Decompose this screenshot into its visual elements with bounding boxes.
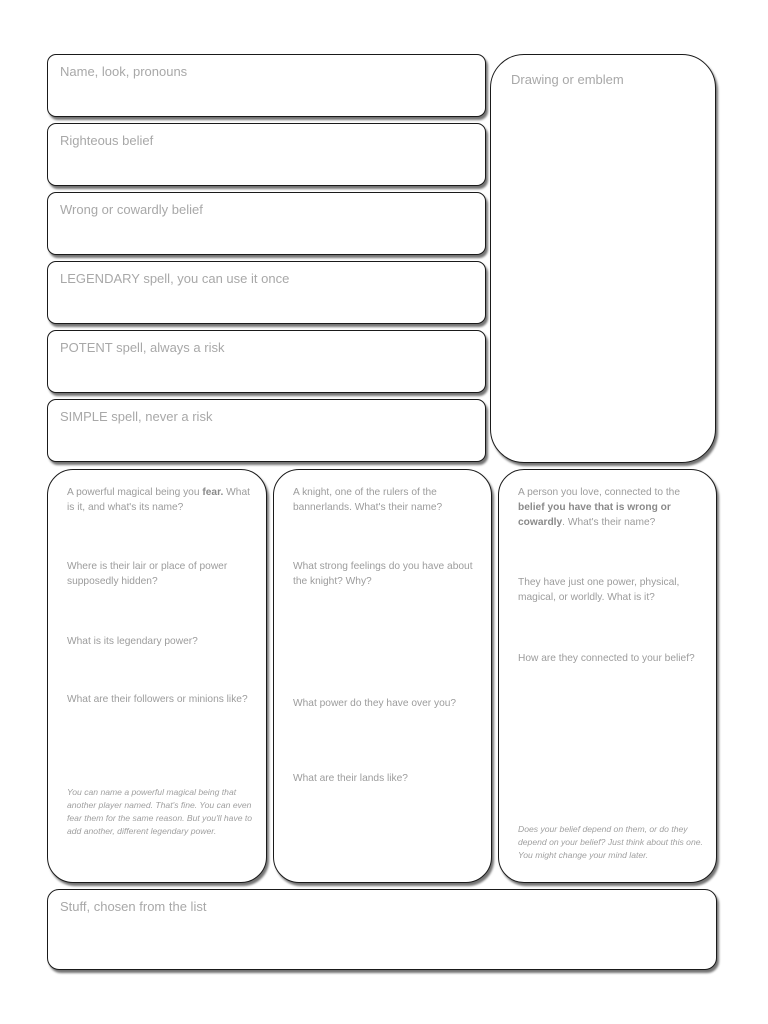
knight-question-2: What strong feelings do you have about the knight? Why?: [293, 561, 473, 587]
name-look-pronouns-field[interactable]: [47, 54, 486, 117]
fear-q1-pre: A powerful magical being you: [67, 487, 203, 498]
righteous-belief-field[interactable]: [47, 123, 486, 186]
knight-question-3: What power do they have over you?: [293, 698, 457, 709]
stuff-label: Stuff, chosen from the list: [60, 899, 207, 914]
legendary-spell-label: LEGENDARY spell, you can use it once: [60, 271, 290, 286]
simple-spell-label: SIMPLE spell, never a risk: [60, 409, 213, 424]
legendary-spell-field[interactable]: [47, 261, 486, 324]
loved-question-2: They have just one power, physical, magical, or worldly. What is it?: [518, 577, 680, 603]
loved-person-panel[interactable]: [498, 469, 717, 883]
wrong-belief-label: Wrong or cowardly belief: [60, 202, 203, 217]
knight-question-1: A knight, one of the rulers of the bannerlands. What's their name?: [293, 487, 443, 513]
name-look-pronouns-label: Name, look, pronouns: [60, 64, 188, 79]
stuff-field[interactable]: [47, 889, 717, 970]
drawing-emblem-label: Drawing or emblem: [511, 72, 624, 87]
loved-q1-post: . What's their name?: [562, 517, 656, 528]
knight-question-4: What are their lands like?: [293, 773, 408, 784]
knight-panel[interactable]: [273, 469, 492, 883]
fear-note: You can name a powerful magical being that another player named. That's fine. You can even fear them for the same reason. But you'll have to add another, different legendary power.: [67, 787, 253, 836]
loved-q1-pre: A person you love, connected to the: [518, 487, 680, 498]
potent-spell-field[interactable]: [47, 330, 486, 393]
loved-q1-bold: belief you have that is wrong or cowardly: [518, 502, 671, 528]
loved-question-3: How are they connected to your belief?: [518, 653, 695, 664]
fear-question-3: What is its legendary power?: [67, 636, 198, 647]
fear-question-1: [67, 485, 252, 515]
righteous-belief-label: Righteous belief: [60, 133, 154, 148]
simple-spell-field[interactable]: [47, 399, 486, 462]
fear-q1-post: What is it, and what's its name?: [67, 487, 250, 513]
fear-question-2: Where is their lair or place of power supposedly hidden?: [67, 561, 228, 587]
fear-q1-bold: fear.: [202, 487, 224, 498]
loved-question-1: [518, 485, 702, 530]
drawing-emblem-box[interactable]: [490, 54, 716, 463]
fear-question-4: What are their followers or minions like?: [67, 694, 248, 705]
potent-spell-label: POTENT spell, always a risk: [60, 340, 225, 355]
feared-being-panel[interactable]: [47, 469, 267, 883]
wrong-belief-field[interactable]: [47, 192, 486, 255]
loved-note: Does your belief depend on them, or do they depend on your belief? Just think about this one. You might change your mind later.: [518, 824, 703, 860]
